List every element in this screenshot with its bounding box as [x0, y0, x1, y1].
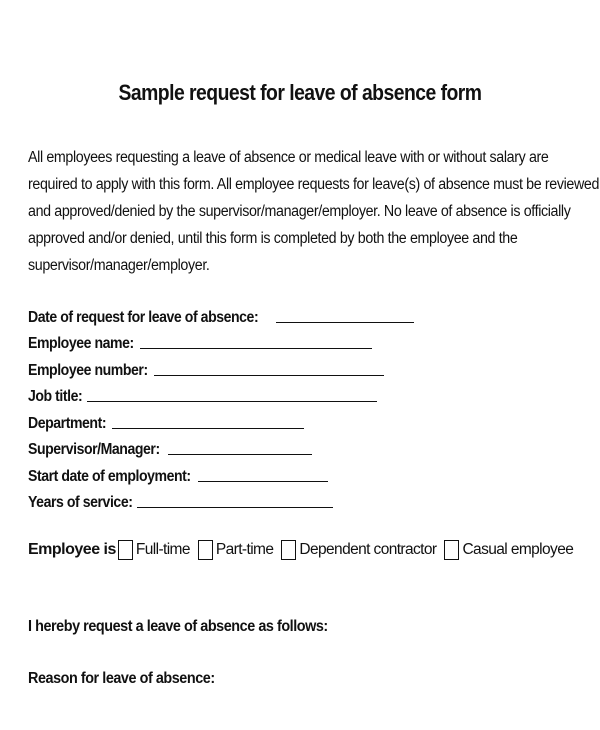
part-time-checkbox[interactable]: [198, 540, 213, 560]
job-title-label: Job title:: [28, 388, 83, 405]
field-row-job-title: [28, 380, 588, 407]
intro-line: required to apply with this form. All employee requests for leave(s) of absence must be reviewed: [28, 176, 600, 193]
field-row-employee-name: [28, 327, 588, 354]
employee-number-label: Employee number:: [28, 361, 148, 379]
casual-employee-label: Casual employee: [462, 541, 574, 558]
part-time-label: Part-time: [215, 541, 274, 558]
full-time-label: Full-time: [135, 541, 190, 558]
years-of-service-field[interactable]: [137, 506, 333, 508]
department-label: Department:: [28, 414, 107, 432]
field-row-employee-number: [28, 353, 588, 380]
dependent-contractor-label: Dependent contractor: [299, 541, 437, 558]
casual-employee-checkbox[interactable]: [444, 540, 459, 560]
option-casual-employee[interactable]: [444, 540, 579, 560]
field-row-years-of-service: [28, 486, 588, 513]
request-heading: I hereby request a leave of absence as follows:: [28, 618, 328, 635]
employee-type-label: Employee is: [28, 541, 116, 558]
request-date-label: Date of request for leave of absence:: [28, 308, 259, 326]
intro-line: and approved/denied by the supervisor/manager/employer. No leave of absence is officially: [28, 203, 571, 220]
option-full-time[interactable]: [118, 540, 196, 560]
employee-fields: [28, 300, 588, 512]
full-time-checkbox[interactable]: [118, 540, 133, 560]
intro-paragraph: [28, 144, 600, 279]
field-row-start-date: [28, 459, 588, 486]
employee-name-field[interactable]: [140, 347, 372, 349]
intro-line: supervisor/manager/employer.: [28, 257, 210, 274]
intro-line: All employees requesting a leave of absence or medical leave with or without salary are: [28, 149, 549, 166]
intro-line: approved and/or denied, until this form is completed by both the employee and the: [28, 230, 518, 247]
start-date-field[interactable]: [198, 480, 328, 482]
dependent-contractor-checkbox[interactable]: [281, 540, 296, 560]
department-field[interactable]: [112, 427, 304, 429]
field-row-supervisor: [28, 433, 588, 460]
start-date-label: Start date of employment:: [28, 467, 191, 485]
employee-number-field[interactable]: [154, 374, 384, 376]
supervisor-label: Supervisor/Manager:: [28, 441, 160, 458]
field-row-request-date: [28, 300, 588, 327]
page-title: Sample request for leave of absence form: [118, 80, 482, 105]
option-dependent-contractor[interactable]: [281, 540, 442, 560]
employee-type-row: [28, 536, 579, 564]
employee-name-label: Employee name:: [28, 335, 134, 352]
option-part-time[interactable]: [198, 540, 279, 560]
request-date-field[interactable]: [276, 321, 414, 323]
job-title-field[interactable]: [87, 400, 377, 402]
supervisor-field[interactable]: [168, 453, 312, 455]
field-row-department: [28, 406, 588, 433]
years-of-service-label: Years of service:: [28, 494, 133, 511]
reason-label: Reason for leave of absence:: [28, 670, 215, 687]
